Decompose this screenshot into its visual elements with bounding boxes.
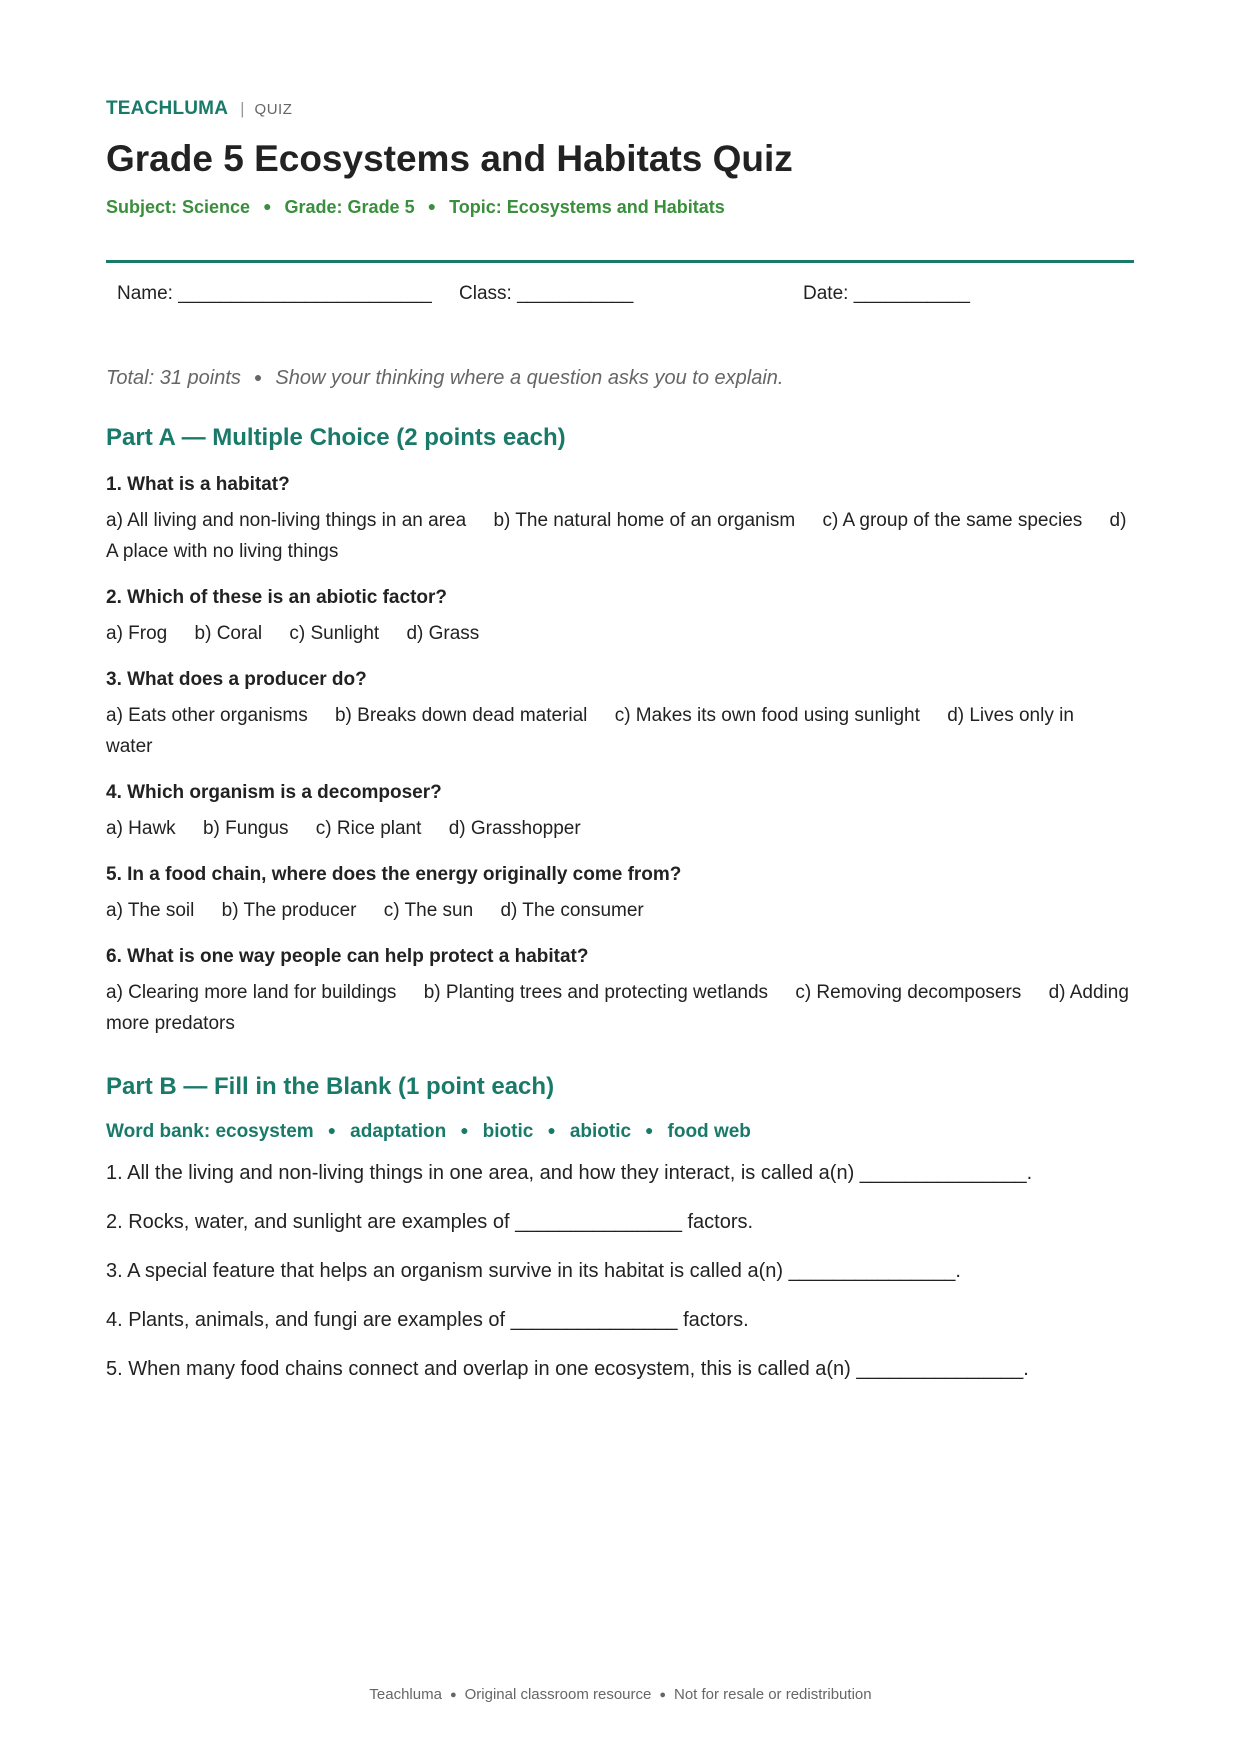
option-a[interactable]: a) Eats other organisms [106, 705, 308, 726]
brand-row [106, 96, 1134, 123]
option-c[interactable]: c) Sunlight [289, 623, 380, 644]
option-b[interactable]: b) Coral [194, 623, 263, 644]
option-b[interactable]: b) Fungus [202, 818, 289, 839]
option-d[interactable]: d) Adding more predators [106, 982, 1129, 1034]
footer-note: Original classroom resource [464, 1686, 652, 1703]
brand-logo-text: TEACHLUMA [106, 98, 229, 119]
question-text: 1. What is a habitat? [106, 474, 290, 495]
instructions-separator: ● [253, 369, 263, 385]
footer-separator: ● [449, 1689, 457, 1701]
option-d[interactable]: d) Grass [406, 623, 480, 644]
question-options [106, 618, 1134, 649]
question-4 [106, 780, 1134, 844]
name-field[interactable]: Name: ________________________ [117, 283, 432, 304]
word-bank-separator: ● [327, 1122, 337, 1138]
question-1 [106, 472, 1134, 567]
footer-brand: Teachluma [369, 1686, 442, 1703]
question-options [106, 813, 1134, 844]
part-a-heading: Part A — Multiple Choice (2 points each) [106, 424, 566, 451]
meta-separator: ● [427, 198, 437, 214]
option-a[interactable]: a) The soil [106, 900, 195, 921]
question-text: 5. In a food chain, where does the energy originally come from? [106, 864, 682, 885]
option-a[interactable]: a) All living and non-living things in an area [106, 510, 467, 531]
word-bank [106, 1121, 1134, 1143]
word-bank-separator: ● [460, 1122, 469, 1138]
class-field[interactable]: Class: ___________ [459, 283, 634, 304]
meta-grade: Grade: Grade 5 [284, 197, 415, 217]
footer-separator: ● [659, 1689, 666, 1701]
total-points: Total: 31 points [106, 367, 241, 389]
option-b[interactable]: b) The producer [221, 900, 357, 921]
option-d[interactable]: d) The consumer [500, 900, 644, 921]
question-text: 3. What does a producer do? [106, 669, 367, 690]
page-footer [0, 1686, 1241, 1703]
instructions-note: Show your thinking where a question asks you to explain. [275, 367, 784, 389]
quiz-page [106, 96, 1134, 1404]
fill-in-blank-item[interactable]: 1. All the living and non-living things in one area, and how they interact, is called a(n) _______________. [106, 1162, 1033, 1184]
option-a[interactable]: a) Clearing more land for buildings [106, 982, 397, 1003]
part-b-heading: Part B — Fill in the Blank (1 point each) [106, 1073, 555, 1100]
word-bank-term: adaptation [350, 1121, 447, 1142]
option-b[interactable]: b) Breaks down dead material [334, 705, 588, 726]
fill-in-blank-item[interactable]: 2. Rocks, water, and sunlight are examples of _______________ factors. [106, 1211, 754, 1233]
option-c[interactable]: c) A group of the same species [822, 510, 1083, 531]
question-options [106, 505, 1134, 567]
word-bank-separator: ● [645, 1122, 654, 1138]
student-info-row [106, 283, 1134, 323]
fill-in-blank-item[interactable]: 4. Plants, animals, and fungi are examples of _______________ factors. [106, 1309, 749, 1331]
option-b[interactable]: b) Planting trees and protecting wetlands [423, 982, 769, 1003]
question-6 [106, 944, 1134, 1039]
question-5 [106, 862, 1134, 926]
word-bank-term: ecosystem [215, 1121, 314, 1142]
option-a[interactable]: a) Frog [106, 623, 168, 644]
instructions [106, 367, 1134, 390]
word-bank-term: abiotic [569, 1121, 632, 1142]
question-3 [106, 667, 1134, 762]
option-b[interactable]: b) The natural home of an organism [493, 510, 796, 531]
word-bank-label: Word bank: [106, 1121, 216, 1142]
option-c[interactable]: c) Removing decomposers [795, 982, 1022, 1003]
word-bank-term: food web [667, 1121, 751, 1142]
meta-topic: Topic: Ecosystems and Habitats [449, 197, 725, 217]
question-text: 4. Which organism is a decomposer? [106, 782, 442, 803]
footer-license: Not for resale or redistribution [674, 1686, 872, 1703]
question-options [106, 977, 1134, 1039]
page-title: Grade 5 Ecosystems and Habitats Quiz [106, 138, 793, 179]
meta-separator: ● [263, 198, 272, 214]
meta-subject: Subject: Science [106, 197, 251, 217]
word-bank-term: biotic [482, 1121, 534, 1142]
quiz-meta [106, 197, 1134, 218]
option-c[interactable]: c) Makes its own food using sunlight [614, 705, 920, 726]
option-a[interactable]: a) Hawk [106, 818, 176, 839]
brand-separator: | [240, 99, 245, 118]
question-options [106, 700, 1134, 762]
fill-in-blank-list [106, 1159, 1134, 1383]
date-field[interactable]: Date: ___________ [803, 283, 970, 304]
word-bank-separator: ● [547, 1122, 556, 1138]
question-text: 2. Which of these is an abiotic factor? [106, 587, 447, 608]
option-d[interactable]: d) Lives only in water [106, 705, 1074, 757]
header-divider [106, 260, 1134, 263]
question-text: 6. What is one way people can help protect a habitat? [106, 946, 589, 967]
option-d[interactable]: d) A place with no living things [106, 510, 1127, 562]
option-c[interactable]: c) The sun [383, 900, 474, 921]
fill-in-blank-item[interactable]: 5. When many food chains connect and overlap in one ecosystem, this is called a(n) _______________. [106, 1358, 1029, 1380]
question-2 [106, 585, 1134, 649]
question-options [106, 895, 1134, 926]
option-c[interactable]: c) Rice plant [315, 818, 422, 839]
document-type-label: QUIZ [254, 101, 293, 118]
option-d[interactable]: d) Grasshopper [448, 818, 581, 839]
fill-in-blank-item[interactable]: 3. A special feature that helps an organism survive in its habitat is called a(n) _______________. [106, 1260, 961, 1282]
